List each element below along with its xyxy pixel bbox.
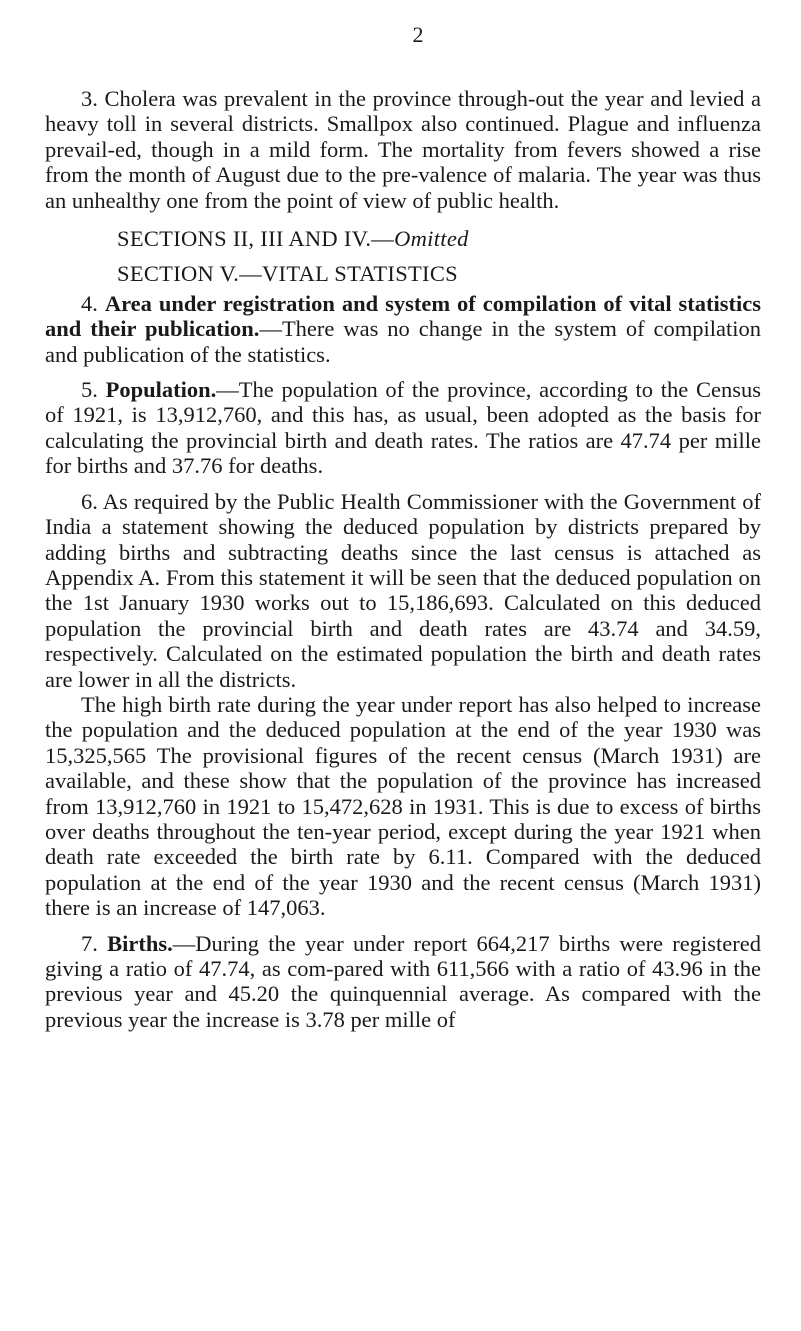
paragraph-5 [45,377,761,479]
paragraph-text: —During the year under report 664,217 births were registered giving a ratio of 47.74, as com-pared with 611,566 with a ratio of 43.96 in the previous year and 45.20 the quinquennial average. As compared with the previous year the increase is 3.78 per mille of [45,930,762,1032]
heading-omitted-label: Omitted [394,226,469,252]
paragraph-subhead: Population. [105,377,217,403]
paragraph-number: 7. [81,930,98,956]
paragraph-number: 5. [81,377,98,403]
heading-text: SECTIONS II, III AND IV.— [117,226,395,252]
paragraph-3 [45,86,761,213]
paragraph-number: 3. [81,86,98,111]
paragraph-subhead: Area under registration and system of compilation of vital statistics and their publication. [45,290,762,342]
paragraph-4 [45,291,761,367]
paragraph-text: —There was no change in the system of compilation and publication of the statistics. [45,316,761,367]
paragraph-text: —The population of the province, according to the Census of 1921, is 13,912,760, and this has, as usual, been adopted as the basis for calculating the provincial birth and death rates. The ratios are 47.74 per mille for births and 37.76 for deaths. [45,377,761,479]
section-heading-omitted [45,226,761,251]
paragraph-text: As required by the Public Health Commissioner with the Government of India a statement showing the deduced population by districts prepared by adding births and subtracting deaths since the last census is attached as Appendix A. From this statement it will be seen that the deduced population on the 1st January 1930 works out to 15,186,693. Calculated on this deduced population the provincial birth and death rates are 43.74 and 34.59, respectively. Calculated on the estimated population the birth and death rates are lower in all the districts. [45,488,761,692]
paragraph-6-continued: The high birth rate during the year under report has also helped to increase the population and the deduced population at the end of the year 1930 was 15,325,565 The provisional figures of the recent census (March 1931) are available, and these show that the population of the province has increased from 13,912,760 in 1921 to 15,472,628 in 1931. This is due to excess of births over deaths throughout the ten-year period, except during the year 1921 when death rate exceeded the birth rate by 6.11. Compared with the deduced population at the end of the year 1930 and the recent census (March 1931) there is an increase of 147,063. [45,691,761,921]
paragraph-subhead: Births. [107,930,173,956]
document-page [45,22,761,1032]
paragraph-number: 6. [81,488,98,514]
paragraph-6 [45,489,761,692]
paragraph-text: Cholera was prevalent in the province through-out the year and levied a heavy toll in several districts. Smallpox also continued. Plague and influenza prevail-ed, though in a mild form. The mortality from fevers showed a rise from the month of August due to the pre-valence of malaria. The year was thus an unhealthy one from the point of view of public health. [45,86,761,213]
paragraph-number: 4. [81,290,98,316]
paragraph-7 [45,931,761,1033]
page-number: 2 [412,22,424,47]
section-heading-vital-statistics: SECTION V.—VITAL STATISTICS [117,261,458,287]
